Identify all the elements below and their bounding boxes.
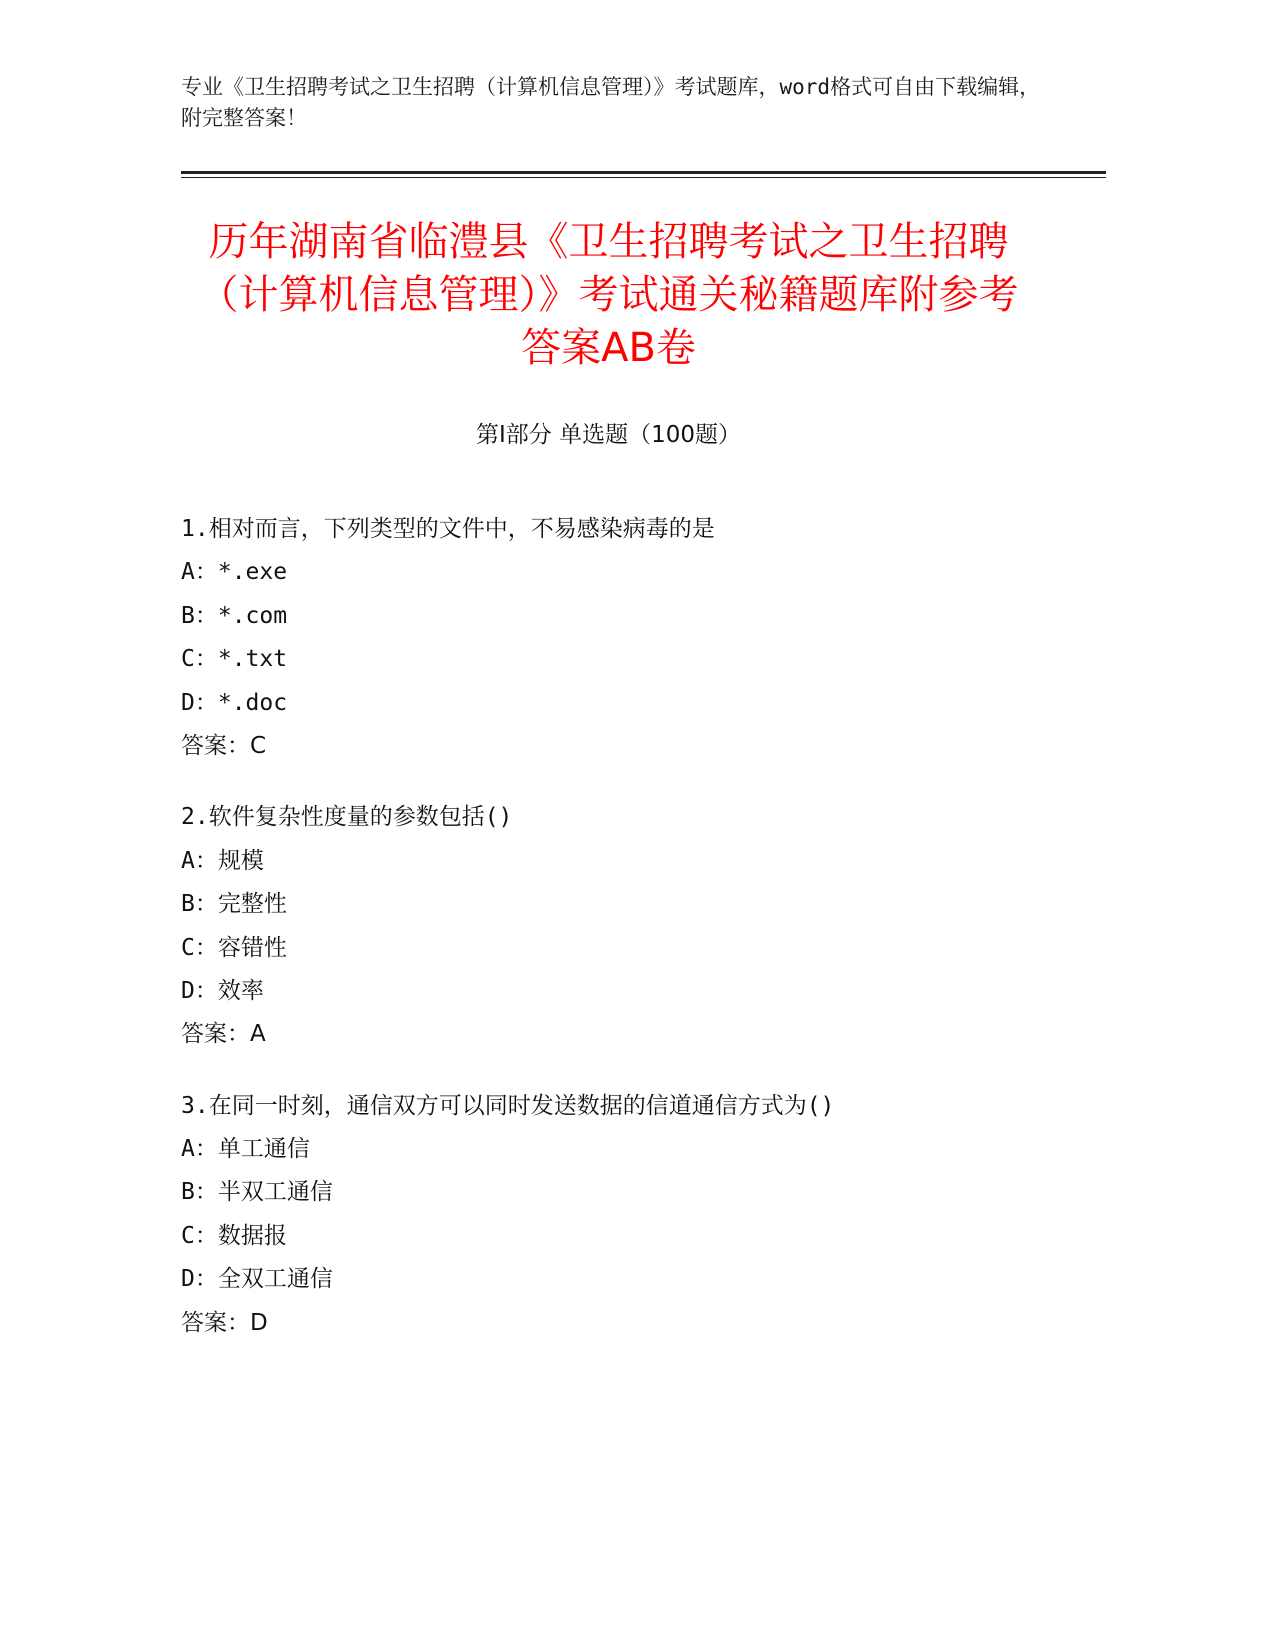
option-c: C：容错性 [181,934,287,961]
option-d: D：效率 [181,977,264,1004]
question-2 [181,796,1101,1056]
header-note: 专业《卫生招聘考试之卫生招聘（计算机信息管理）》考试题库，word格式可自由下载编辑，附完整答案！ [181,75,1041,130]
option-c: C：*.txt [181,646,288,673]
option-d: D：*.doc [181,689,288,716]
answer-line: 答案：A [181,1021,266,1048]
question-stem: 1.相对而言，下列类型的文件中，不易感染病毒的是 [181,516,715,542]
question-stem: 2.软件复杂性度量的参数包括() [181,804,513,831]
section-heading: 第I部分 单选题（100题） [476,422,741,448]
question-stem: 3.在同一时刻，通信双方可以同时发送数据的信道通信方式为() [181,1092,835,1119]
question-3 [181,1085,1101,1345]
answer-line: 答案：D [181,1309,268,1336]
option-a: A：单工通信 [181,1136,310,1163]
option-a: A：*.exe [181,559,288,586]
option-d: D：全双工通信 [181,1266,333,1293]
document-title: 历年湖南省临澧县《卫生招聘考试之卫生招聘（计算机信息管理）》考试通关秘籍题库附参考答案AB卷 [198,219,1019,371]
option-a: A：规模 [181,847,264,874]
answer-line: 答案：C [181,732,267,759]
question-list [181,508,1101,1373]
header-rule-thick [181,171,1106,174]
option-b: B：完整性 [181,891,287,918]
option-b: B：*.com [181,602,288,629]
header-rule-thin [181,177,1106,178]
option-b: B：半双工通信 [181,1179,333,1206]
option-c: C：数据报 [181,1222,287,1249]
question-1 [181,508,1101,768]
